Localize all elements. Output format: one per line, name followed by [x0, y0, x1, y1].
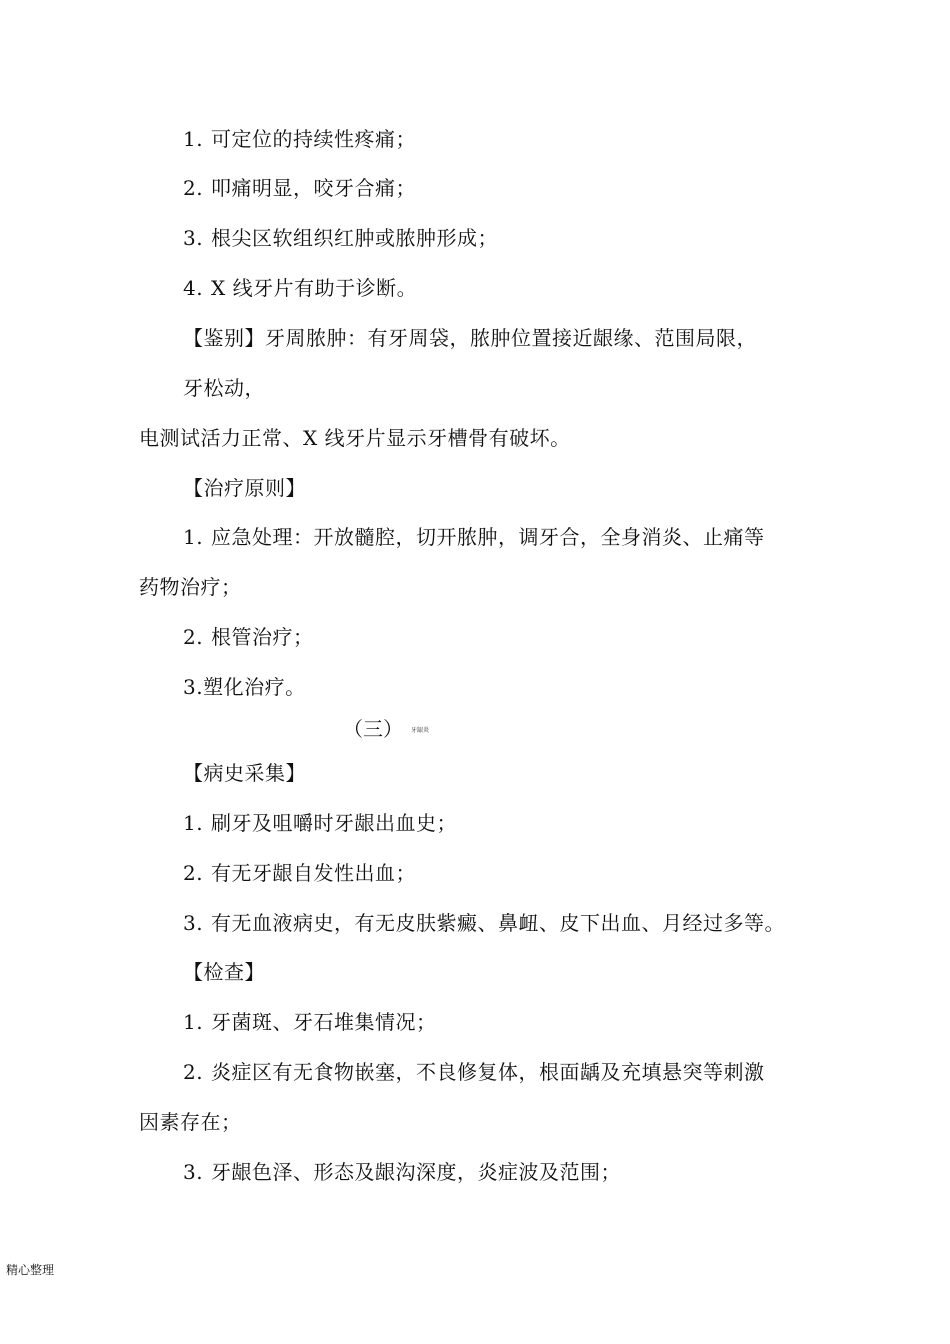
list-item	[183, 126, 416, 152]
item-text: 叩痛明显，咬牙合痛；	[211, 176, 416, 200]
list-item	[183, 910, 785, 936]
item-text: 刷牙及咀嚼时牙龈出血史；	[211, 811, 457, 835]
paragraph-line: 牙松动，	[183, 376, 265, 400]
item-number: 1.	[183, 127, 204, 151]
list-item	[183, 225, 498, 251]
paragraph-line: 药物治疗；	[139, 575, 242, 599]
item-text: 有无牙龈自发性出血；	[211, 861, 416, 885]
item-text: X 线牙片有助于诊断。	[211, 276, 418, 300]
item-text: 根管治疗；	[211, 625, 314, 649]
section-heading-history: 【病史采集】	[183, 761, 306, 785]
list-item	[183, 1059, 765, 1085]
footer-note: 精心整理	[6, 1263, 55, 1277]
item-number: 2.	[183, 1060, 204, 1084]
item-number: 4.	[183, 276, 204, 300]
item-text: 牙菌斑、牙石堆集情况；	[211, 1010, 437, 1034]
paragraph-line: 因素存在；	[139, 1110, 242, 1134]
item-text: 根尖区软组织红肿或脓肿形成；	[211, 226, 498, 250]
item-number: 3.	[183, 911, 204, 935]
item-text: 应急处理：开放髓腔，切开脓肿，调牙合，全身消炎、止痛等	[211, 525, 765, 549]
item-number: 2.	[183, 625, 204, 649]
item-text: 可定位的持续性疼痛；	[211, 127, 416, 151]
item-text: 有无血液病史，有无皮肤紫癜、鼻衄、皮下出血、月经过多等。	[211, 911, 785, 935]
list-item	[183, 1159, 621, 1185]
section-heading-exam: 【检查】	[183, 960, 265, 984]
item-text: 炎症区有无食物嵌塞，不良修复体，根面龋及充填悬突等刺激	[211, 1060, 765, 1084]
list-item	[183, 1009, 437, 1035]
section-heading: （三）	[343, 717, 403, 741]
section-heading-treatment: 【治疗原则】	[183, 476, 306, 500]
list-item	[183, 524, 765, 550]
section-sublabel: 牙龈炎	[411, 727, 430, 734]
list-item	[183, 810, 457, 836]
item-number: 1.	[183, 811, 204, 835]
item-number: 1.	[183, 525, 204, 549]
paragraph-line: 电测试活力正常、X 线牙片显示牙槽骨有破坏。	[139, 426, 571, 450]
item-number: 2.	[183, 176, 204, 200]
list-item	[183, 175, 416, 201]
item-text: 牙龈色泽、形态及龈沟深度，炎症波及范围；	[211, 1160, 621, 1184]
list-item: 3.塑化治疗。	[183, 675, 306, 699]
list-item	[183, 860, 416, 886]
item-number: 1.	[183, 1010, 204, 1034]
item-number: 3.	[183, 226, 204, 250]
list-item	[183, 624, 314, 650]
differential-paragraph: 【鉴别】牙周脓肿：有牙周袋，脓肿位置接近龈缘、范围局限，	[183, 326, 757, 350]
item-number: 3.	[183, 1160, 204, 1184]
item-number: 2.	[183, 861, 204, 885]
list-item	[183, 275, 417, 301]
